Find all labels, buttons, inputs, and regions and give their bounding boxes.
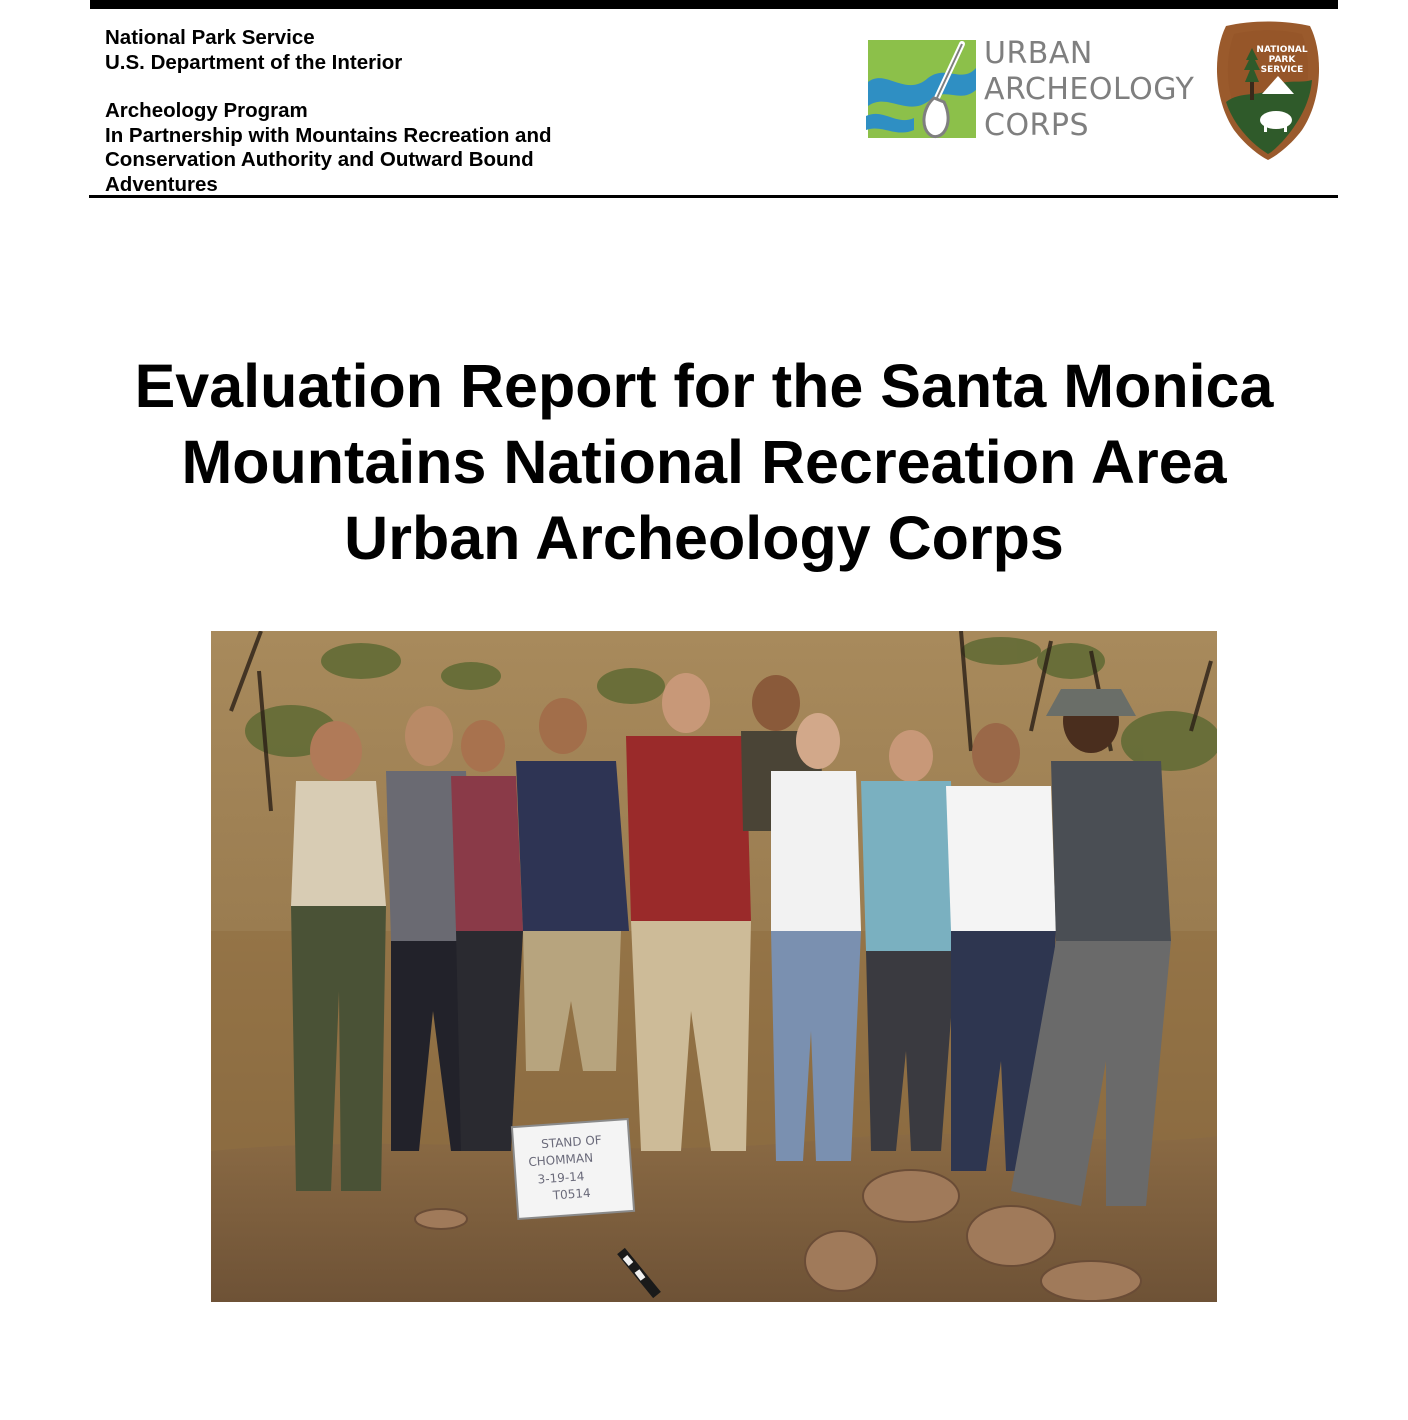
title-line: Mountains National Recreation Area <box>181 428 1227 496</box>
uac-wordmark <box>984 36 1194 144</box>
nps-arrowhead-logo <box>1212 20 1324 162</box>
sign-line: 3-19-14 <box>537 1169 585 1187</box>
nps-word: SERVICE <box>1260 65 1304 75</box>
agency-block <box>105 26 552 197</box>
group-photo <box>211 631 1217 1302</box>
uac-word: CORPS <box>984 108 1090 143</box>
nps-word: PARK <box>1268 55 1296 65</box>
urban-archeology-corps-logo <box>866 36 1196 146</box>
top-rule <box>90 0 1338 9</box>
agency-line: National Park Service <box>105 26 315 49</box>
program-line: Archeology Program <box>105 99 308 122</box>
report-title <box>0 348 1408 576</box>
title-line: Evaluation Report for the Santa Monica <box>134 352 1274 420</box>
program-line: Conservation Authority and Outward Bound <box>105 148 534 171</box>
program-line: Adventures <box>105 172 218 196</box>
nps-word: NATIONAL <box>1256 45 1308 55</box>
sign-line: STAND OF <box>540 1132 603 1152</box>
program-line: In Partnership with Mountains Recreation and <box>105 123 552 147</box>
site-sign <box>512 1119 634 1219</box>
uac-word: URBAN <box>984 36 1093 71</box>
sign-line: T0514 <box>552 1185 592 1203</box>
sign-line: CHOMMAN <box>527 1150 594 1170</box>
header-rule <box>89 195 1338 198</box>
title-line: Urban Archeology Corps <box>344 504 1064 572</box>
agency-line: U.S. Department of the Interior <box>105 50 403 74</box>
trowel-map-icon <box>866 38 980 142</box>
uac-word: ARCHEOLOGY <box>984 72 1195 107</box>
